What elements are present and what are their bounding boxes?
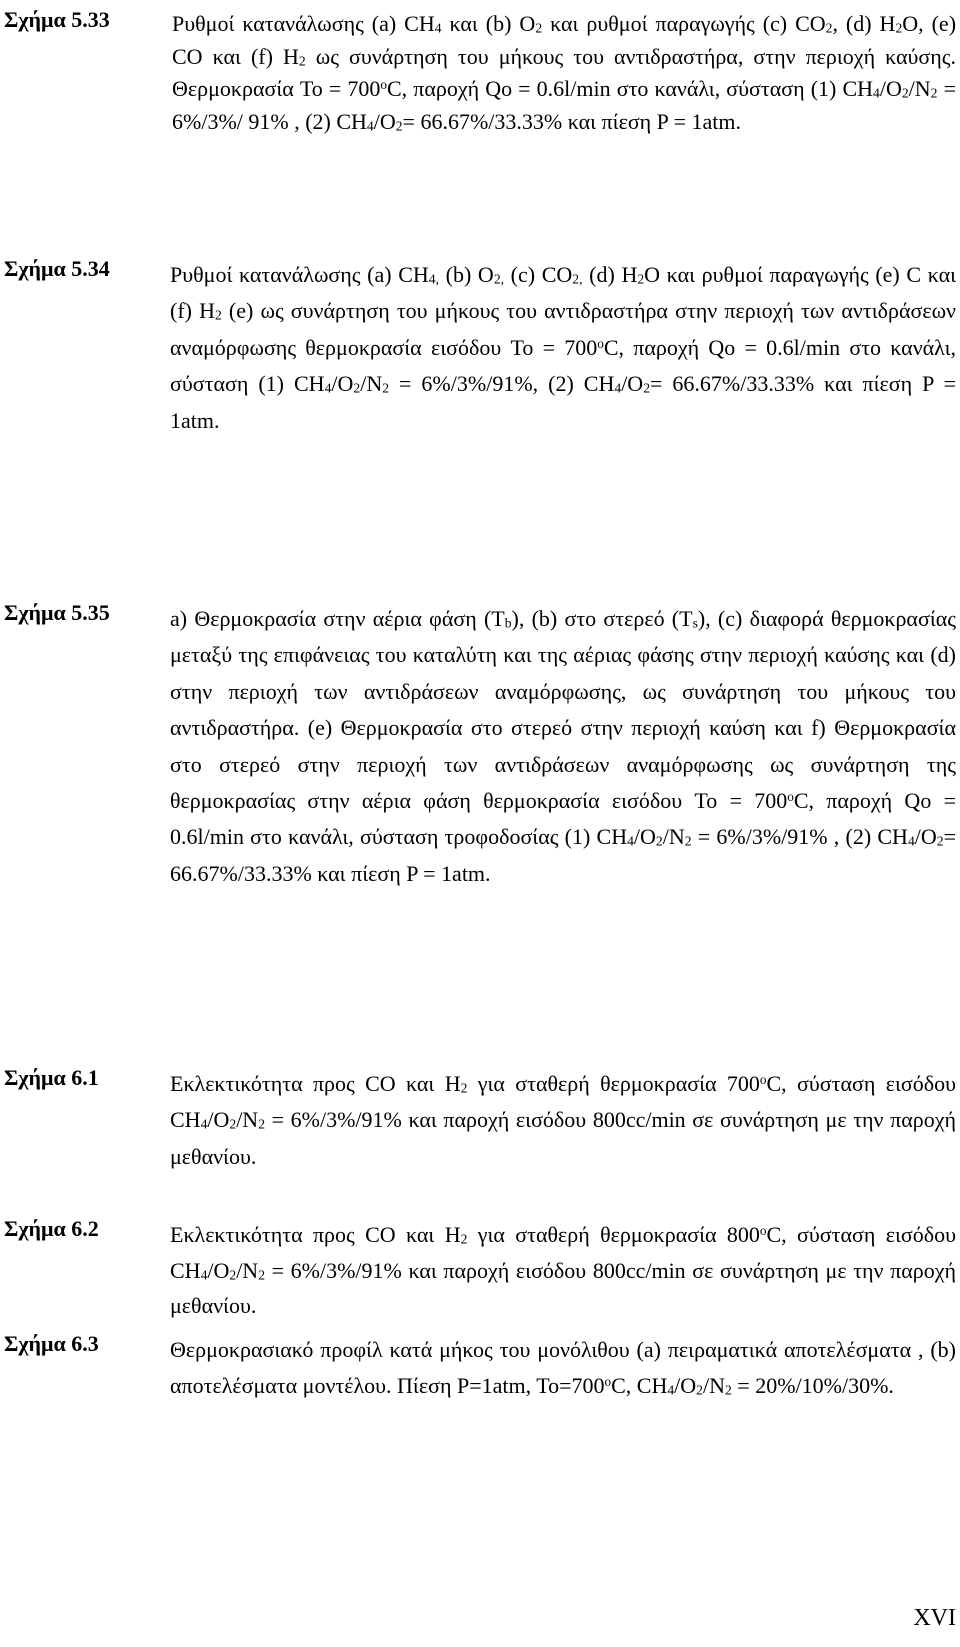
caption-text: a) Θερμοκρασία στην αέρια φάση $(T_b)$, (b) στο στερεό $(T_s)$, (c) διαφορά θερμοκρασίας μεταξύ της επιφάνειας του καταλύτη και της αέριας φάσης στην περιοχή καύσης και (d) στην περιοχή των αντιδράσεων αναμόρφωσης, ως συνάρτηση του μήκους του αντιδραστήρα. (e) Θερμοκρασία στο στερεό στην περιοχή καύση και f) Θερμοκρασία στο στερεό στην περιοχή των αντιδράσεων αναμόρφωσης ως συνάρτηση της θερμοκρασίας στην αέρια φάση θερμοκρασία εισόδου $To = 700^oC$, παροχή Qo = 0.6l/min στο κανάλι, σύσταση τροφοδοσίας (1) $CH_4/O_2/N_2 = 6\%/3\%/91\%$ , (2) $CH_4/O_2= 66.67\%/33.33\%$ και πίεση P = 1atm. [170,606,956,886]
caption-label: Σχήμα 5.33 [4,7,110,32]
caption-text: Εκλεκτικότητα προς CO και $H_2$ για σταθερή θερμοκρασία 800$^o$C, σύσταση εισόδου $CH_4/O_2/N_2 = 6\%/3\%/91\%$ και παροχή εισόδου 800cc/min σε συνάρτηση με την παροχή μεθανίου. [170,1222,956,1318]
caption-label: Σχήμα 6.3 [4,1331,99,1356]
caption-text: Ρυθμοί κατανάλωσης (a) $CH_4$ και (b) $O_2$ και ρυθμοί παραγωγής (c) $CO_2$, (d) $H_2O$, (e) CO και (f) $H_2$ ως συνάρτηση του μήκους του αντιδραστήρα, στην περιοχή καύσης. Θερμοκρασία $To = 700^oC$, παροχή Qo = 0.6l/min στο κανάλι, σύσταση (1) $CH_4/O_2/N_2 = 6\%/3\%/$ 91% , (2) $CH_4/O_2= 66.67\%/33.33\%$ και πίεση P = 1atm. [172,11,957,134]
caption-text: Εκλεκτικότητα προς CO και $H_2$ για σταθερή θερμοκρασία 700$^o$C, σύσταση εισόδου $CH_4/O_2/N_2 = 6\%/3\%/91\%$ και παροχή εισόδου 800cc/min σε συνάρτηση με την παροχή μεθανίου. [170,1071,956,1169]
caption-label: Σχήμα 5.34 [4,256,110,281]
caption-label: Σχήμα 6.2 [4,1216,99,1241]
caption-label: Σχήμα 5.35 [4,600,110,625]
caption-label: Σχήμα 6.1 [4,1065,99,1090]
caption-text: Θερμοκρασιακό προφίλ κατά μήκος του μονόλιθου (a) πειραματικά αποτελέσματα , (b) αποτελέσματα μοντέλου. Πίεση P=1atm, $To=700^oC$, $CH_4/O_2/N_2 = 20\%/10\%/30\%$. [170,1337,956,1398]
page-number: XVI [913,1605,956,1631]
caption-text: Ρυθμοί κατανάλωσης (a) $CH_{4,}$ (b) $O_{2,}$ (c) $CO_{2,}$ (d) $H_2O$ και ρυθμοί παραγωγής (e) C και (f) $H_2$ (e) ως συνάρτηση του μήκους του αντιδραστήρα στην περιοχή των αντιδράσεων αναμόρφωσης θερμοκρασία εισόδου $To = 700^oC$, παροχή Qo = 0.6l/min στο κανάλι, σύσταση (1) $CH_4/O_2/N_2 = 6\%/3\%/91\%$, (2) $CH_4/O_2= 66.67\%/33.33\%$ και πίεση P = 1atm. [170,262,957,433]
